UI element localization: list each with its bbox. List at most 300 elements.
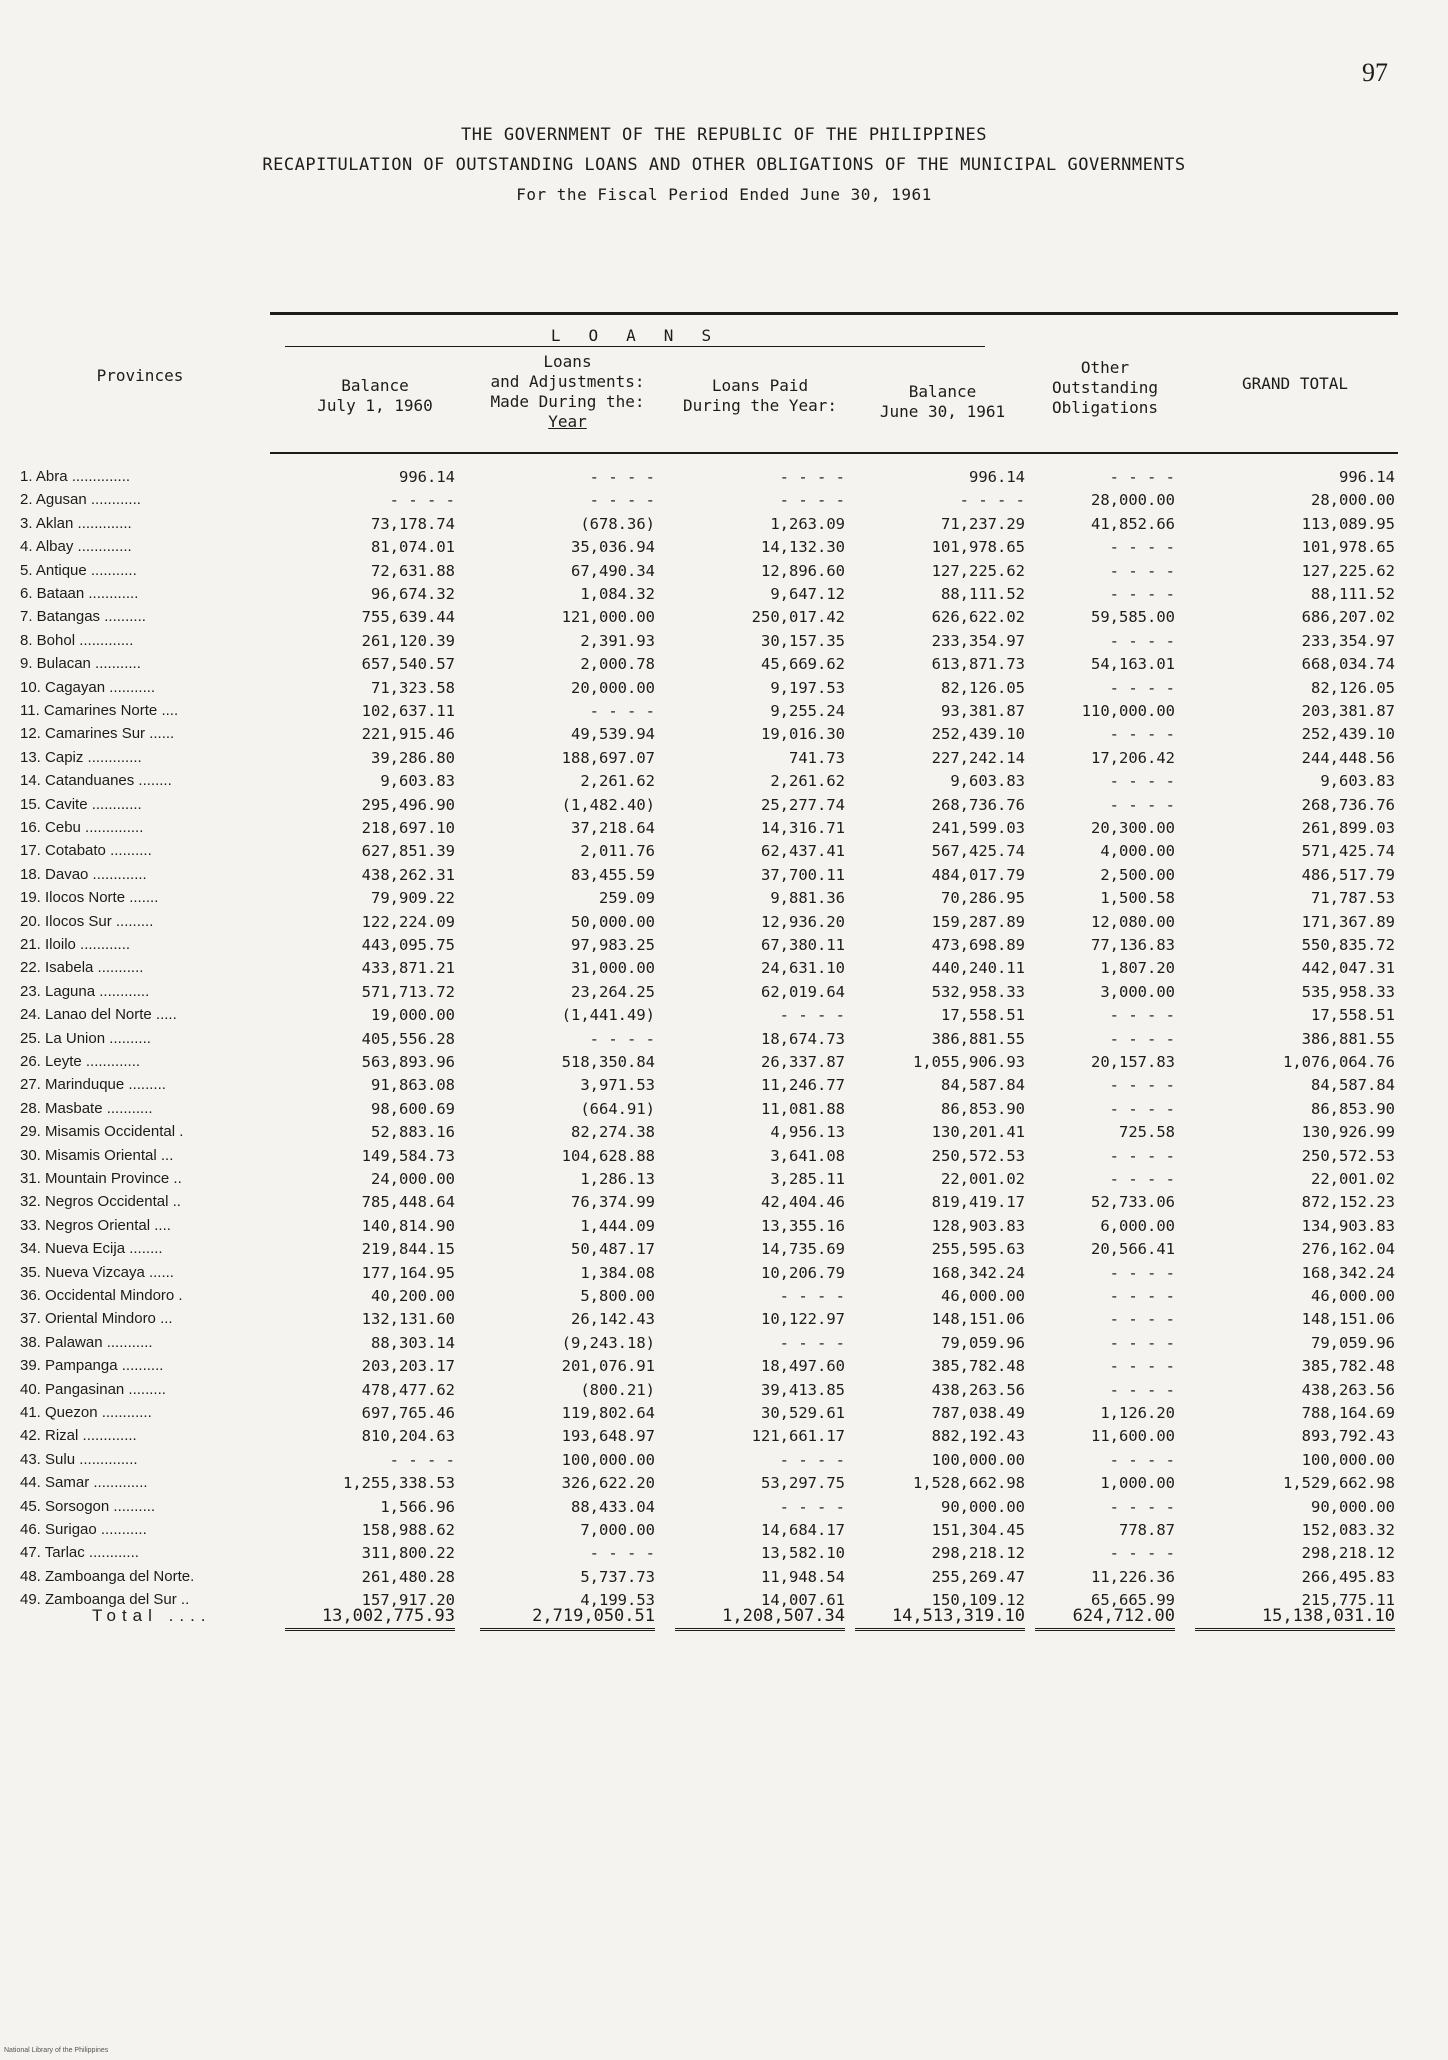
grand-total: 250,572.53 [1301, 1146, 1395, 1165]
loans-paid: - - - - [779, 1450, 845, 1469]
balance-1960: 221,915.46 [361, 725, 455, 744]
province-name: 39. Pampanga .......... [20, 1357, 164, 1375]
balance-1960: 73,178.74 [371, 514, 455, 533]
loans-adjustments: (800.21) [580, 1380, 655, 1399]
table-row [0, 1425, 1448, 1447]
table-row [0, 630, 1448, 652]
grand-total: 215,775.11 [1301, 1591, 1395, 1610]
grand-total: 113,089.95 [1301, 514, 1395, 533]
province-name: 19. Ilocos Norte ....... [20, 889, 159, 907]
grand-total: 28,000.00 [1311, 491, 1395, 510]
balance-1961: 70,286.95 [941, 889, 1025, 908]
loans-paid: 9,255.24 [770, 702, 845, 720]
grand-total: 84,587.84 [1311, 1076, 1395, 1095]
table-row [0, 934, 1448, 956]
balance-1961: 90,000.00 [941, 1497, 1025, 1516]
table-row [0, 981, 1448, 1003]
loans-paid: 11,948.54 [761, 1567, 845, 1586]
table-row [0, 536, 1448, 558]
loans-adjustments: 49,539.94 [571, 725, 655, 744]
loans-adjustments: 1,384.08 [580, 1263, 655, 1282]
balance-1960: 261,120.39 [361, 631, 455, 650]
grand-total: 268,736.76 [1301, 795, 1395, 814]
loans-adjustments: 82,274.38 [571, 1123, 655, 1142]
balance-1961: 438,263.56 [931, 1380, 1025, 1399]
other-obligations: 20,300.00 [1091, 819, 1175, 837]
other-obligations: - - - - [1109, 1099, 1175, 1118]
table-row [0, 1332, 1448, 1354]
balance-1960: 433,871.21 [361, 959, 455, 978]
other-obligations: 2,500.00 [1100, 865, 1175, 884]
table-row [0, 817, 1448, 839]
balance-1961: 130,201.41 [931, 1123, 1025, 1142]
header-balance-1960 [285, 376, 465, 416]
province-name: 25. La Union .......... [20, 1029, 151, 1047]
loans-adjustments: (1,441.49) [561, 1006, 655, 1025]
other-obligations: 20,157.83 [1091, 1053, 1175, 1071]
grand-total: 996.14 [1339, 468, 1395, 486]
other-obligations: - - - - [1109, 585, 1175, 603]
balance-1960: 810,204.63 [361, 1427, 455, 1446]
balance-1961: 298,218.12 [931, 1544, 1025, 1563]
balance-1961: 17,558.51 [941, 1006, 1025, 1025]
balance-1960: 102,637.11 [361, 702, 455, 720]
table-row [0, 1379, 1448, 1401]
loans-adjustments: 326,622.20 [561, 1474, 655, 1493]
loans-adjustments: - - - - [589, 468, 655, 486]
grand-total: 686,207.02 [1301, 608, 1395, 627]
other-obligations: 52,733.06 [1091, 1193, 1175, 1212]
header-loans-adjustments-l2: and Adjustments: [490, 372, 645, 391]
grand-total: 90,000.00 [1311, 1497, 1395, 1516]
table-row [0, 1051, 1448, 1073]
loans-paid: 11,246.77 [761, 1076, 845, 1095]
total-grand-total: 15,138,031.10 [1195, 1606, 1395, 1631]
balance-1960: 177,164.95 [361, 1263, 455, 1282]
loans-paid: 14,316.71 [761, 819, 845, 837]
balance-1961: 227,242.14 [931, 748, 1025, 767]
balance-1961: 386,881.55 [931, 1029, 1025, 1048]
balance-1960: 71,323.58 [371, 678, 455, 697]
balance-1961: 1,055,906.93 [913, 1053, 1025, 1071]
grand-total: 276,162.04 [1301, 1240, 1395, 1259]
loans-paid: 30,529.61 [761, 1404, 845, 1422]
balance-1960: 311,800.22 [361, 1544, 455, 1563]
table-top-rule [270, 312, 1398, 315]
balance-1960: 755,639.44 [361, 608, 455, 627]
grand-total: 22,001.02 [1311, 1170, 1395, 1188]
total-balance-1961: 14,513,319.10 [855, 1606, 1025, 1631]
grand-total: 152,083.32 [1301, 1521, 1395, 1539]
province-name: 4. Albay ............. [20, 538, 132, 556]
balance-1961: 567,425.74 [931, 842, 1025, 861]
province-name: 41. Quezon ............ [20, 1404, 152, 1421]
loans-paid: 25,277.74 [761, 795, 845, 814]
total-balance-1960: 13,002,775.93 [285, 1606, 455, 1631]
balance-1960: 19,000.00 [371, 1006, 455, 1025]
loans-paid: 12,896.60 [761, 561, 845, 580]
loans-adjustments: (9,243.18) [561, 1333, 655, 1352]
other-obligations: 110,000.00 [1081, 702, 1175, 720]
total-other-obligations: 624,712.00 [1035, 1606, 1175, 1631]
balance-1960: 1,255,338.53 [343, 1474, 455, 1493]
province-name: 34. Nueva Ecija ........ [20, 1240, 163, 1258]
grand-total: 82,126.05 [1311, 678, 1395, 697]
header-other-obligations-l3: Obligations [1052, 398, 1158, 417]
grand-total: 261,899.03 [1301, 819, 1395, 837]
loans-paid: - - - - [779, 491, 845, 510]
table-row [0, 864, 1448, 886]
balance-1960: 98,600.69 [371, 1099, 455, 1118]
table-row [0, 1355, 1448, 1377]
balance-1960: 219,844.15 [361, 1240, 455, 1259]
balance-1961: 882,192.43 [931, 1427, 1025, 1446]
balance-1961: 168,342.24 [931, 1263, 1025, 1282]
loans-adjustments: 26,142.43 [571, 1310, 655, 1329]
grand-total: 298,218.12 [1301, 1544, 1395, 1563]
other-obligations: - - - - [1109, 1076, 1175, 1095]
balance-1961: 484,017.79 [931, 865, 1025, 884]
other-obligations: - - - - [1109, 561, 1175, 580]
loans-adjustments: 1,444.09 [580, 1216, 655, 1235]
province-name: 28. Masbate ........... [20, 1099, 153, 1117]
other-obligations: 20,566.41 [1091, 1240, 1175, 1259]
table-row [0, 1191, 1448, 1213]
header-balance-1961 [855, 382, 1030, 422]
other-obligations: 77,136.83 [1091, 936, 1175, 954]
table-row [0, 1004, 1448, 1026]
balance-1961: 148,151.06 [931, 1310, 1025, 1329]
balance-1960: 122,224.09 [361, 912, 455, 931]
province-name: 27. Marinduque ......... [20, 1076, 166, 1094]
province-name: 8. Bohol ............. [20, 631, 134, 649]
other-obligations: 1,000.00 [1100, 1474, 1175, 1493]
loans-adjustments: 67,490.34 [571, 561, 655, 580]
balance-1961: 626,622.02 [931, 608, 1025, 627]
grand-total: 130,926.99 [1301, 1123, 1395, 1142]
province-name: 6. Bataan ............ [20, 585, 139, 602]
header-loans-adjustments-l1: Loans [543, 352, 592, 371]
table-row [0, 1449, 1448, 1471]
balance-1961: 93,381.87 [941, 702, 1025, 720]
other-obligations: - - - - [1109, 1263, 1175, 1282]
loans-paid: 19,016.30 [761, 725, 845, 744]
title-recapitulation: RECAPITULATION OF OUTSTANDING LOANS AND OTHER OBLIGATIONS OF THE MUNICIPAL GOVERNMENTS [262, 155, 1186, 175]
grand-total: 1,076,064.76 [1283, 1053, 1395, 1071]
loans-paid: 1,263.09 [770, 514, 845, 533]
loans-adjustments: 2,261.62 [580, 772, 655, 791]
loans-adjustments: 518,350.84 [561, 1053, 655, 1071]
table-row [0, 794, 1448, 816]
province-name: 46. Surigao ........... [20, 1521, 147, 1538]
balance-1961: 159,287.89 [931, 912, 1025, 931]
loans-paid: 250,017.42 [751, 608, 845, 627]
table-row [0, 1402, 1448, 1424]
header-loans-adjustments [470, 352, 665, 432]
header-loans-paid [670, 376, 850, 416]
loans-adjustments: 201,076.91 [561, 1357, 655, 1376]
other-obligations: - - - - [1109, 725, 1175, 744]
loans-paid: - - - - [779, 1006, 845, 1025]
balance-1961: 79,059.96 [941, 1333, 1025, 1352]
table-row [0, 606, 1448, 628]
balance-1961: 84,587.84 [941, 1076, 1025, 1095]
balance-1960: 72,631.88 [371, 561, 455, 580]
balance-1961: 252,439.10 [931, 725, 1025, 744]
table-row [0, 560, 1448, 582]
grand-total: 88,111.52 [1311, 585, 1395, 603]
table-row [0, 957, 1448, 979]
loans-adjustments: 31,000.00 [571, 959, 655, 978]
loans-paid: - - - - [779, 468, 845, 486]
grand-total: 86,853.90 [1311, 1099, 1395, 1118]
province-name: 10. Cagayan ........... [20, 678, 156, 696]
header-balance-1960-l1: Balance [341, 376, 409, 395]
header-loans-adjustments-l4: Year [548, 412, 587, 431]
total-row [0, 1606, 1448, 1632]
table-row [0, 583, 1448, 605]
balance-1961: 613,871.73 [931, 655, 1025, 674]
grand-total: 385,782.48 [1301, 1357, 1395, 1376]
loans-adjustments: (1,482.40) [561, 795, 655, 814]
balance-1961: 241,599.03 [931, 819, 1025, 837]
loans-adjustments: 97,983.25 [571, 936, 655, 954]
grand-total: 486,517.79 [1301, 865, 1395, 884]
other-obligations: - - - - [1109, 1497, 1175, 1516]
balance-1960: 438,262.31 [361, 865, 455, 884]
loans-paid: 53,297.75 [761, 1474, 845, 1493]
table-row [0, 1121, 1448, 1143]
loans-adjustments: 100,000.00 [561, 1450, 655, 1469]
balance-1960: 785,448.64 [361, 1193, 455, 1212]
loans-paid: 14,007.61 [761, 1591, 845, 1610]
balance-1960: 79,909.22 [371, 889, 455, 908]
table-row [0, 1308, 1448, 1330]
province-name: 36. Occidental Mindoro . [20, 1287, 183, 1304]
province-name: 29. Misamis Occidental . [20, 1123, 184, 1141]
loans-adjustments: 7,000.00 [580, 1521, 655, 1539]
balance-1961: 996.14 [969, 468, 1025, 486]
balance-1960: 478,477.62 [361, 1380, 455, 1399]
balance-1961: 385,782.48 [931, 1357, 1025, 1376]
table-row [0, 1028, 1448, 1050]
other-obligations: - - - - [1109, 1006, 1175, 1025]
table-row [0, 770, 1448, 792]
loans-paid: 30,157.35 [761, 631, 845, 650]
province-name: 14. Catanduanes ........ [20, 772, 172, 790]
table-row [0, 1496, 1448, 1518]
balance-1960: 52,883.16 [371, 1123, 455, 1142]
table-row [0, 1542, 1448, 1564]
loans-adjustments: 2,391.93 [580, 631, 655, 650]
table-row [0, 653, 1448, 675]
province-name: 11. Camarines Norte .... [20, 702, 179, 719]
other-obligations: - - - - [1109, 1310, 1175, 1329]
loans-adjustments: - - - - [589, 702, 655, 720]
grand-total: 893,792.43 [1301, 1427, 1395, 1446]
grand-total: 571,425.74 [1301, 842, 1395, 861]
grand-total: 101,978.65 [1301, 538, 1395, 557]
balance-1961: 473,698.89 [931, 936, 1025, 954]
balance-1960: 91,863.08 [371, 1076, 455, 1095]
balance-1960: 96,674.32 [371, 585, 455, 603]
balance-1960: 149,584.73 [361, 1146, 455, 1165]
header-grand-total: GRAND TOTAL [1242, 374, 1348, 393]
balance-1961: 9,603.83 [950, 772, 1025, 791]
table-row [0, 677, 1448, 699]
grand-total: 134,903.83 [1301, 1216, 1395, 1235]
loans-adjustments: 119,802.64 [561, 1404, 655, 1422]
balance-1960: 157,917.20 [361, 1591, 455, 1610]
loans-paid: 10,206.79 [761, 1263, 845, 1282]
balance-1961: 82,126.05 [941, 678, 1025, 697]
table-row [0, 466, 1448, 488]
province-name: 22. Isabela ........... [20, 959, 144, 977]
grand-total: 386,881.55 [1301, 1029, 1395, 1048]
province-name: 21. Iloilo ............ [20, 936, 131, 953]
other-obligations: - - - - [1109, 795, 1175, 814]
balance-1960: 158,988.62 [361, 1521, 455, 1539]
loans-adjustments: 23,264.25 [571, 982, 655, 1001]
loans-paid: 10,122.97 [761, 1310, 845, 1329]
loans-adjustments: 2,011.76 [580, 842, 655, 861]
footer-credit: National Library of the Philippines [4, 2047, 109, 2054]
other-obligations: - - - - [1109, 1380, 1175, 1399]
table-row [0, 1215, 1448, 1237]
loans-banner-rule [285, 346, 985, 347]
loans-paid: 37,700.11 [761, 865, 845, 884]
grand-total: 71,787.53 [1311, 889, 1395, 908]
loans-adjustments: 5,737.73 [580, 1567, 655, 1586]
other-obligations: 41,852.66 [1091, 514, 1175, 533]
loans-paid: 62,437.41 [761, 842, 845, 861]
header-balance-1960-l2: July 1, 1960 [317, 396, 433, 415]
grand-total: 535,958.33 [1301, 982, 1395, 1001]
table-row [0, 887, 1448, 909]
balance-1961: 22,001.02 [941, 1170, 1025, 1188]
other-obligations: 11,600.00 [1091, 1427, 1175, 1446]
loans-paid: 9,197.53 [770, 678, 845, 697]
province-name: 9. Bulacan ........... [20, 655, 141, 673]
loans-paid: 11,081.88 [761, 1099, 845, 1118]
balance-1961: 127,225.62 [931, 561, 1025, 580]
table-row [0, 1519, 1448, 1541]
grand-total: 127,225.62 [1301, 561, 1395, 580]
table-row [0, 1238, 1448, 1260]
table-row [0, 489, 1448, 511]
province-name: 31. Mountain Province .. [20, 1170, 182, 1187]
title-fiscal-period: For the Fiscal Period Ended June 30, 1961 [516, 185, 932, 204]
table-row [0, 1285, 1448, 1307]
loans-adjustments: 83,455.59 [571, 865, 655, 884]
other-obligations: 6,000.00 [1100, 1216, 1175, 1235]
balance-1961: 532,958.33 [931, 982, 1025, 1001]
grand-total: 872,152.23 [1301, 1193, 1395, 1212]
table-row [0, 840, 1448, 862]
header-provinces: Provinces [96, 366, 184, 385]
province-name: 48. Zamboanga del Norte. [20, 1567, 195, 1585]
other-obligations: 778.87 [1119, 1521, 1175, 1539]
loans-adjustments: 37,218.64 [571, 819, 655, 837]
grand-total: 100,000.00 [1301, 1450, 1395, 1469]
other-obligations: 12,080.00 [1091, 912, 1175, 931]
balance-1961: 46,000.00 [941, 1287, 1025, 1305]
loans-paid: 9,881.36 [770, 889, 845, 908]
province-name: 16. Cebu .............. [20, 819, 144, 836]
loans-adjustments: 35,036.94 [571, 538, 655, 557]
loans-paid: 2,261.62 [770, 772, 845, 791]
header-balance-1961-l1: Balance [908, 382, 977, 401]
province-name: 20. Ilocos Sur ......... [20, 912, 154, 930]
loans-adjustments: (678.36) [580, 514, 655, 533]
province-name: 35. Nueva Vizcaya ...... [20, 1263, 174, 1281]
grand-total: 266,495.83 [1301, 1567, 1395, 1586]
balance-1960: 88,303.14 [371, 1333, 455, 1352]
balance-1961: 150,109.12 [931, 1591, 1025, 1610]
loans-paid: 45,669.62 [761, 655, 845, 674]
grand-total: 1,529,662.98 [1283, 1474, 1395, 1493]
balance-1961: 88,111.52 [941, 585, 1025, 603]
loans-paid: 121,661.17 [751, 1427, 845, 1446]
title-block [0, 120, 1448, 210]
grand-total: 252,439.10 [1301, 725, 1395, 744]
province-name: 7. Batangas .......... [20, 608, 146, 626]
balance-1960: 261,480.28 [361, 1567, 455, 1586]
total-loans-paid: 1,208,507.34 [675, 1606, 845, 1631]
loans-adjustments: 4,199.53 [580, 1591, 655, 1610]
loans-adjustments: - - - - [589, 491, 655, 510]
table-row [0, 700, 1448, 722]
table-row [0, 1098, 1448, 1120]
balance-1961: 819,419.17 [931, 1193, 1025, 1212]
loans-paid: 3,641.08 [770, 1146, 845, 1165]
loans-paid: 3,285.11 [770, 1170, 845, 1188]
other-obligations: - - - - [1109, 1357, 1175, 1376]
province-name: 12. Camarines Sur ...... [20, 725, 175, 743]
header-loans-paid-l2: During the Year: [682, 396, 838, 415]
other-obligations: 65,665.99 [1091, 1591, 1175, 1610]
header-other-obligations-l2: Outstanding [1052, 378, 1158, 397]
grand-total: 668,034.74 [1301, 655, 1395, 674]
loans-paid: 26,337.87 [761, 1053, 845, 1071]
loans-adjustments: 5,800.00 [580, 1287, 655, 1305]
grand-total: 9,603.83 [1320, 772, 1395, 791]
balance-1961: 71,237.29 [941, 514, 1025, 533]
balance-1960: 295,496.90 [361, 795, 455, 814]
loans-banner: LOANS [550, 326, 740, 345]
loans-adjustments: 20,000.00 [571, 678, 655, 697]
balance-1960: 132,131.60 [361, 1310, 455, 1329]
other-obligations: 3,000.00 [1100, 982, 1175, 1001]
loans-adjustments: 1,286.13 [580, 1170, 655, 1188]
other-obligations: - - - - [1109, 678, 1175, 697]
balance-1960: 140,814.90 [361, 1216, 455, 1235]
grand-total: 442,047.31 [1301, 959, 1395, 978]
grand-total: 46,000.00 [1311, 1287, 1395, 1305]
province-name: 1. Abra .............. [20, 468, 131, 485]
balance-1960: 203,203.17 [361, 1357, 455, 1376]
other-obligations: - - - - [1109, 1450, 1175, 1469]
table-row [0, 1472, 1448, 1494]
table-row [0, 1074, 1448, 1096]
balance-1960: 81,074.01 [371, 538, 455, 557]
balance-1961: 1,528,662.98 [913, 1474, 1025, 1493]
table-row [0, 747, 1448, 769]
loans-paid: - - - - [779, 1497, 845, 1516]
header-balance-1961-l2: June 30, 1961 [879, 402, 1006, 421]
balance-1961: 255,595.63 [931, 1240, 1025, 1259]
balance-1960: 657,540.57 [361, 655, 455, 674]
